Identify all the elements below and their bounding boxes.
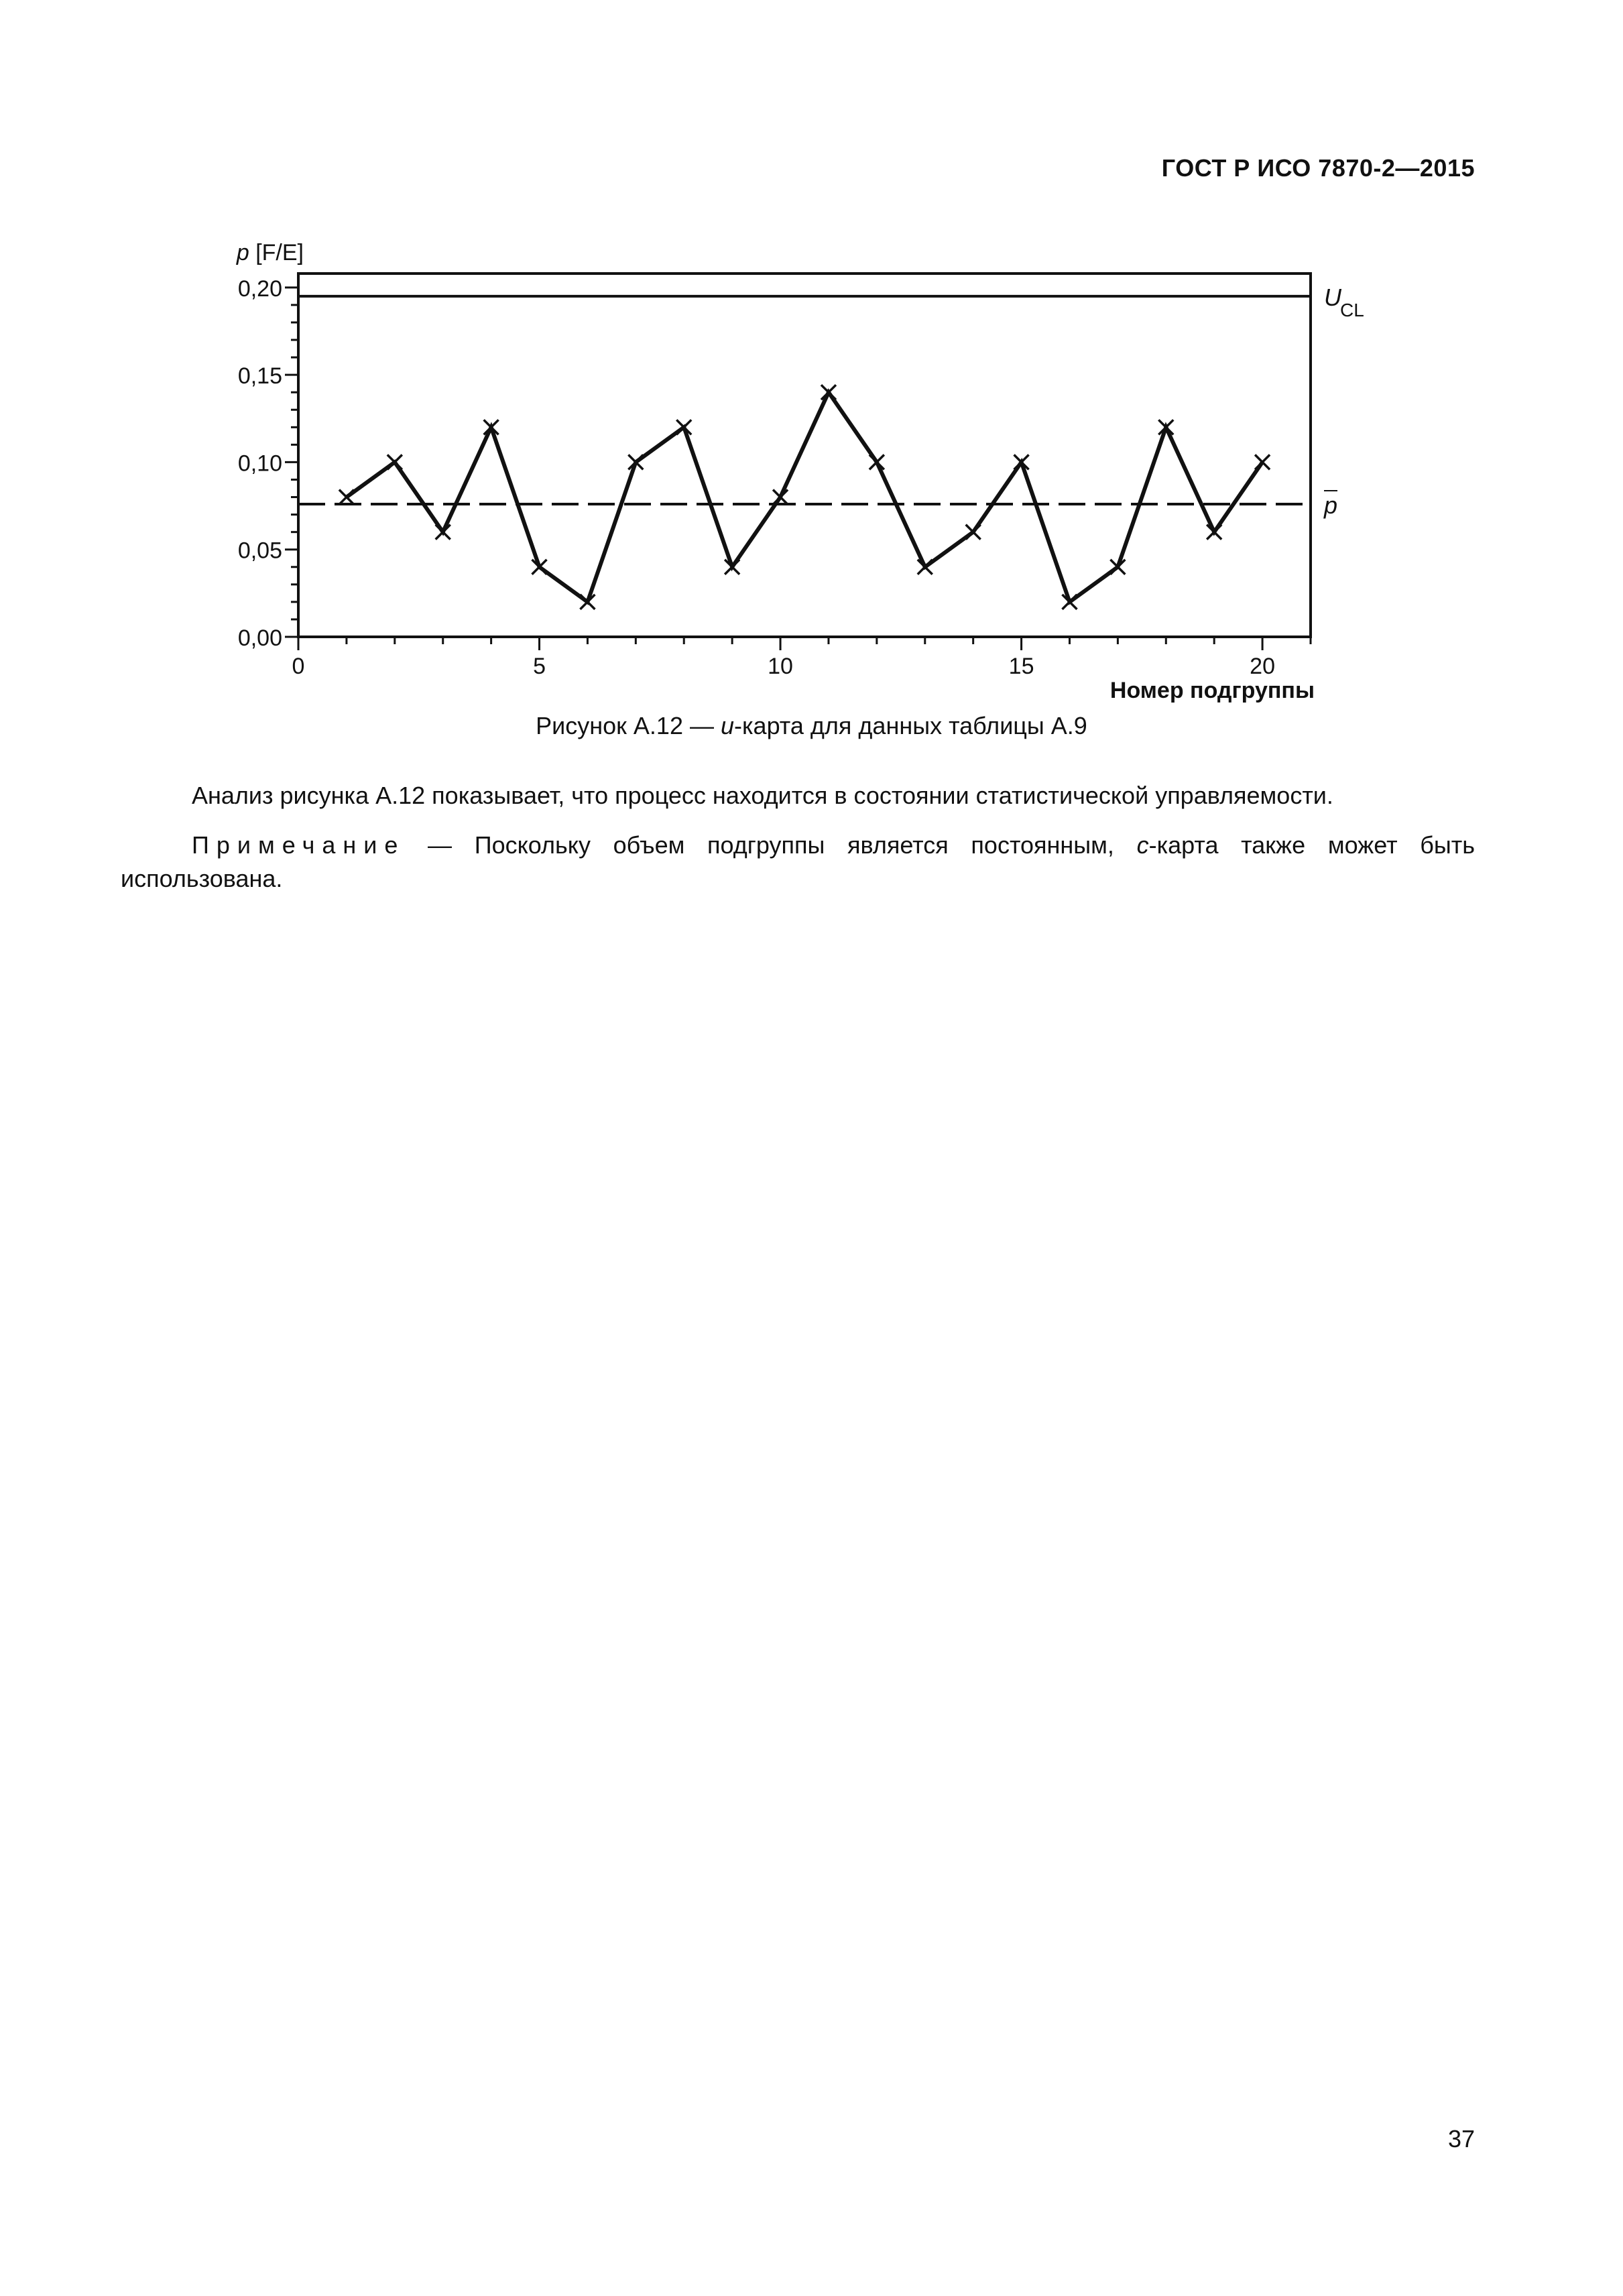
x-tick-label: 15 (1008, 654, 1034, 679)
note-label: Примечание (192, 831, 406, 859)
data-point-marker (1255, 455, 1270, 469)
data-series-line (347, 392, 1262, 602)
ucl-label: U (1324, 283, 1341, 311)
data-point-marker (966, 525, 981, 540)
note-dash: — (405, 831, 475, 859)
center-label: p (1324, 491, 1338, 519)
y-axis-label: p [F/E] (236, 240, 304, 265)
note-text-b: -карта также может быть использована. (121, 831, 1475, 892)
y-tick-label: 0,15 (237, 363, 282, 389)
data-point-marker (918, 560, 933, 575)
data-point-marker (1207, 525, 1221, 540)
document-header: ГОСТ Р ИСО 7870-2—2015 (1161, 154, 1475, 182)
data-point-marker (821, 385, 836, 400)
y-tick-label: 0,20 (237, 276, 282, 302)
data-point-marker (869, 455, 884, 469)
note-italic: c (1136, 831, 1149, 859)
plot-frame (298, 274, 1311, 637)
caption-prefix: Рисунок А.12 — (536, 712, 721, 739)
data-point-marker (387, 455, 402, 469)
figure-caption (0, 712, 1623, 740)
note-paragraph (121, 829, 1475, 896)
caption-suffix: -карта для данных таблицы А.9 (734, 712, 1087, 739)
x-tick-label: 20 (1250, 654, 1276, 679)
data-point-marker (436, 525, 450, 540)
y-tick-label: 0,10 (237, 450, 282, 477)
u-chart (0, 0, 1623, 771)
y-tick-label: 0,05 (237, 538, 282, 564)
page-number: 37 (1447, 2125, 1475, 2153)
data-point-marker (773, 490, 788, 505)
analysis-paragraph: Анализ рисунка А.12 показывает, что процесс находится в состоянии статистической управляемости. (192, 782, 1333, 809)
y-tick-label: 0,00 (237, 625, 282, 651)
x-tick-label: 10 (768, 654, 793, 679)
data-point-marker (339, 490, 354, 505)
caption-italic: u (720, 712, 735, 739)
x-tick-label: 5 (533, 654, 546, 679)
note-text-a: Поскольку объем подгруппы является постоянным, (474, 831, 1137, 859)
x-axis-label: Номер подгруппы (1109, 678, 1315, 703)
x-tick-label: 0 (292, 654, 305, 679)
ucl-label-sub: CL (1340, 299, 1364, 320)
